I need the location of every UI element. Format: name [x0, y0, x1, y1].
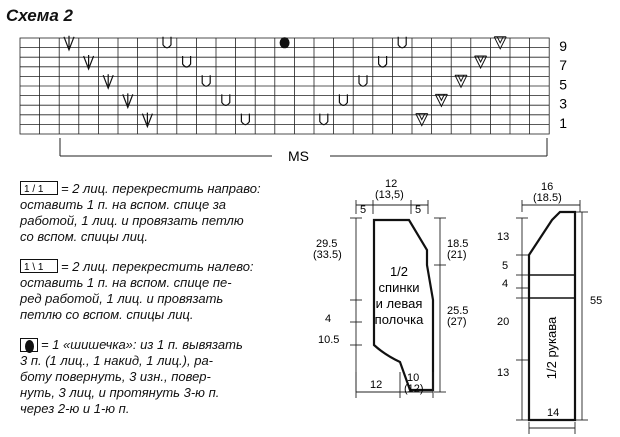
svg-text:13: 13: [497, 367, 510, 379]
svg-text:полочка: полочка: [374, 312, 424, 327]
svg-text:(18.5): (18.5): [533, 192, 562, 204]
yarn-over-symbol: [320, 114, 328, 125]
stitch-chart-symbols: [64, 36, 506, 127]
svg-text:(33.5): (33.5): [313, 249, 342, 261]
cross-right-symbol: [20, 181, 58, 195]
svg-text:29.5: 29.5: [316, 238, 338, 250]
legend-text: = 2 лиц. перекрестить направо:: [61, 181, 261, 196]
yarn-over-symbol: [183, 56, 191, 67]
svg-text:(13,5): (13,5): [375, 189, 404, 201]
svg-text:1/2: 1/2: [389, 264, 409, 279]
svg-text:16: 16: [541, 181, 554, 193]
legend-text: со вспом. спицы лиц.: [20, 229, 148, 244]
yarn-over-symbol: [222, 94, 230, 105]
svg-text:5: 5: [360, 204, 367, 216]
svg-text:спинки: спинки: [378, 280, 420, 295]
bobble-symbol: [20, 338, 38, 352]
legend-text: = 1 «шишечка»: из 1 п. вывязать: [41, 337, 243, 352]
legend-text: боту повернуть, 3 изн., повер-: [20, 369, 211, 384]
diagram-title: Схема 2: [6, 6, 73, 25]
yarn-over-symbol: [398, 37, 406, 48]
row-number: 1: [559, 114, 567, 131]
repeat-label: MS: [288, 148, 309, 164]
svg-text:1 / 1: 1 / 1: [24, 184, 44, 194]
svg-text:5: 5: [415, 204, 422, 216]
legend-text: петлю со вспом. спицы лиц.: [20, 307, 194, 322]
yarn-over-symbol: [359, 75, 367, 86]
yarn-over-symbol: [241, 114, 249, 125]
svg-text:14: 14: [547, 407, 560, 419]
svg-text:10.5: 10.5: [318, 334, 340, 346]
increase-v-symbol: [494, 37, 506, 49]
legend-text: работой, 1 лиц. и провязать петлю: [20, 213, 244, 228]
svg-text:(27): (27): [447, 316, 467, 328]
legend-text: 3 п. (1 лиц., 1 накид, 1 лиц.), ра-: [20, 353, 214, 368]
svg-text:20: 20: [497, 316, 510, 328]
legend-text: оставить 1 п. на вспом. спице пе-: [20, 275, 232, 290]
stitch-chart-grid: [20, 38, 549, 134]
svg-text:4: 4: [502, 278, 509, 290]
sleeve-pattern-label: 1/2 рукава: [544, 316, 559, 380]
yarn-over-symbol: [163, 37, 171, 48]
svg-text:12: 12: [385, 178, 398, 190]
svg-text:и левая: и левая: [375, 296, 423, 311]
svg-text:10: 10: [407, 372, 420, 384]
legend-text: ред работой, 1 лиц. и провязать: [20, 291, 224, 306]
sleeve-pattern-dimensions: [497, 181, 602, 419]
svg-text:5: 5: [502, 260, 509, 272]
sleeve-pattern-outline: [529, 212, 575, 420]
yarn-over-symbol: [379, 56, 387, 67]
row-number: 9: [559, 38, 567, 54]
svg-text:(12): (12): [404, 383, 424, 395]
legend-item-cross-left: [20, 259, 254, 323]
increase-v-symbol: [475, 56, 487, 68]
legend-text: оставить 1 п. на вспом. спице за: [20, 197, 226, 212]
legend-item-bobble: [20, 337, 243, 417]
svg-text:12: 12: [370, 379, 383, 391]
svg-text:1 \ 1: 1 \ 1: [24, 262, 44, 272]
increase-v-symbol: [416, 114, 428, 126]
legend-text: = 2 лиц. перекрестить налево:: [61, 259, 254, 274]
row-numbers: [559, 38, 567, 131]
svg-text:(21): (21): [447, 249, 467, 261]
bobble-symbol: [280, 37, 290, 48]
row-number: 5: [559, 76, 567, 93]
svg-text:25.5: 25.5: [447, 305, 469, 317]
cross-left-symbol: [20, 259, 58, 273]
legend-text: нуть, 3 лиц, и протянуть 3-ю п.: [20, 385, 220, 400]
svg-text:4: 4: [325, 313, 332, 325]
svg-text:55: 55: [590, 295, 603, 307]
increase-v-symbol: [455, 75, 467, 87]
svg-text:18.5: 18.5: [447, 238, 469, 250]
body-pattern-label: [375, 264, 424, 327]
yarn-over-symbol: [202, 75, 210, 86]
row-number: 7: [559, 57, 567, 74]
yarn-over-symbol: [339, 94, 347, 105]
bobble-icon: [25, 340, 34, 353]
svg-text:13: 13: [497, 231, 510, 243]
legend-text: через 2-ю и 1-ю п.: [20, 401, 130, 416]
row-number: 3: [559, 95, 567, 112]
increase-v-symbol: [435, 94, 447, 106]
legend-item-cross-right: [20, 181, 261, 245]
